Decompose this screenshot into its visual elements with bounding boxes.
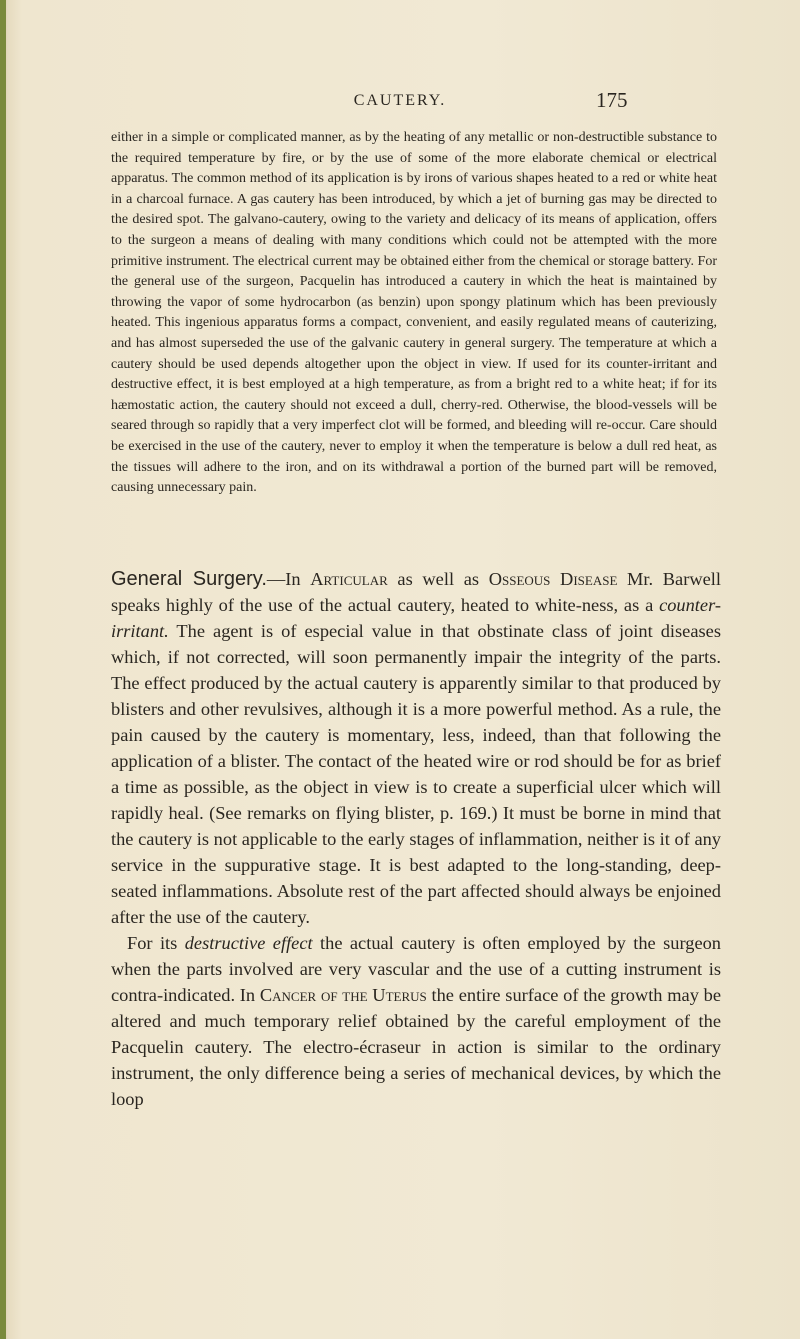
text-run: the actual cautery is often employed by the surgeon when the parts involved are very vascular and the use of a cutting instrument is contra-indicated. In (111, 933, 721, 1005)
text-run: For its (127, 933, 185, 953)
text-run: —In (266, 569, 311, 589)
general-surgery-paragraph (111, 566, 721, 930)
text-run: the entire surface of the growth may be altered and much temporary relief obtained by the careful employment of the Pacquelin cautery. The electro-écraseur in action is similar to the ordinary instrument, the only difference being a series of mechanical devices, by which the loop (111, 985, 721, 1109)
term-cancer-of-the-uterus: Cancer of the Uterus (259, 985, 427, 1005)
binding-edge (0, 0, 6, 1339)
text-run: The agent is of especial value in that obstinate class of joint diseases which, if not corrected, will soon permanently impair the integrity of the parts. The effect produced by the actual cautery is apparently similar to that produced by blisters and other revulsives, although it is a more powerful method. As a rule, the pain caused by the cautery is momentary, less, indeed, than that following the application of a blister. The contact of the heated wire or rod should be for as brief a time as possible, as the object in view is to create a superficial ulcer which will rapidly heal. (See remarks on flying blister, p. 169.) It must be borne in mind that the cautery is not applicable to the early stages of inflammation, neither is it of any service in the suppurative stage. It is best adapted to the long-standing, deep-seated inflammations. Absolute rest of the part affected should always be enjoined after the use of the cautery. (111, 621, 721, 927)
general-surgery-section (111, 566, 721, 1112)
text-run: Mr. Barwell speaks highly of the use of the actual cautery, heated to white-ness, as a (111, 569, 721, 615)
destructive-effect-paragraph (111, 930, 721, 1112)
running-head: CAUTERY. (353, 92, 447, 109)
page-header (0, 88, 800, 118)
page-number: 175 (596, 88, 628, 112)
term-articular: Articular (310, 569, 388, 589)
section-heading: General Surgery. (111, 568, 267, 590)
term-counter-irritant: counter-irritant. (111, 595, 721, 641)
text-run: as well as (387, 569, 489, 589)
term-osseous-disease: Osseous Disease (488, 569, 618, 589)
term-destructive-effect: destructive effect (184, 933, 313, 953)
continuation-paragraph: either in a simple or complicated manner, as by the heating of any metallic or non-destructible substance to the required temperature by fire, or by the use of some of the more elaborate chemical or electrical apparatus. The common method of its application is by irons of various shapes heated to a red or white heat in a charcoal furnace. A gas cautery has been introduced, by which a jet of burning gas may be directed to the desired spot. The galvano-cautery, owing to the variety and delicacy of its means of application, offers to the surgeon a means of dealing with many conditions which could not be attempted with the more primitive instrument. The electrical current may be obtained either from the chemical or storage battery. For the general use of the surgeon, Pacquelin has introduced a cautery in which the heat is maintained by throwing the vapor of some hydrocarbon (as benzin) upon spongy platinum which has been previously heated. This ingenious apparatus forms a compact, convenient, and easily regulated means of cauterizing, and has almost superseded the use of the galvanic cautery in general surgery. The temperature at which a cautery should be used depends altogether upon the object in view. If used for its counter-irritant and destructive effect, it is best employed at a high temperature, as from a bright red to a white heat; if for its hæmostatic action, the cautery should not exceed a dull, cherry-red. Otherwise, the blood-vessels will be seared through so rapidly that a very imperfect clot will be formed, and bleeding will re-occur. Care should be exercised in the use of the cautery, never to employ it when the temperature is below a dull red heat, as the tissues will adhere to the iron, and on its withdrawal a portion of the burned part will be removed, causing unnecessary pain. (111, 130, 717, 496)
